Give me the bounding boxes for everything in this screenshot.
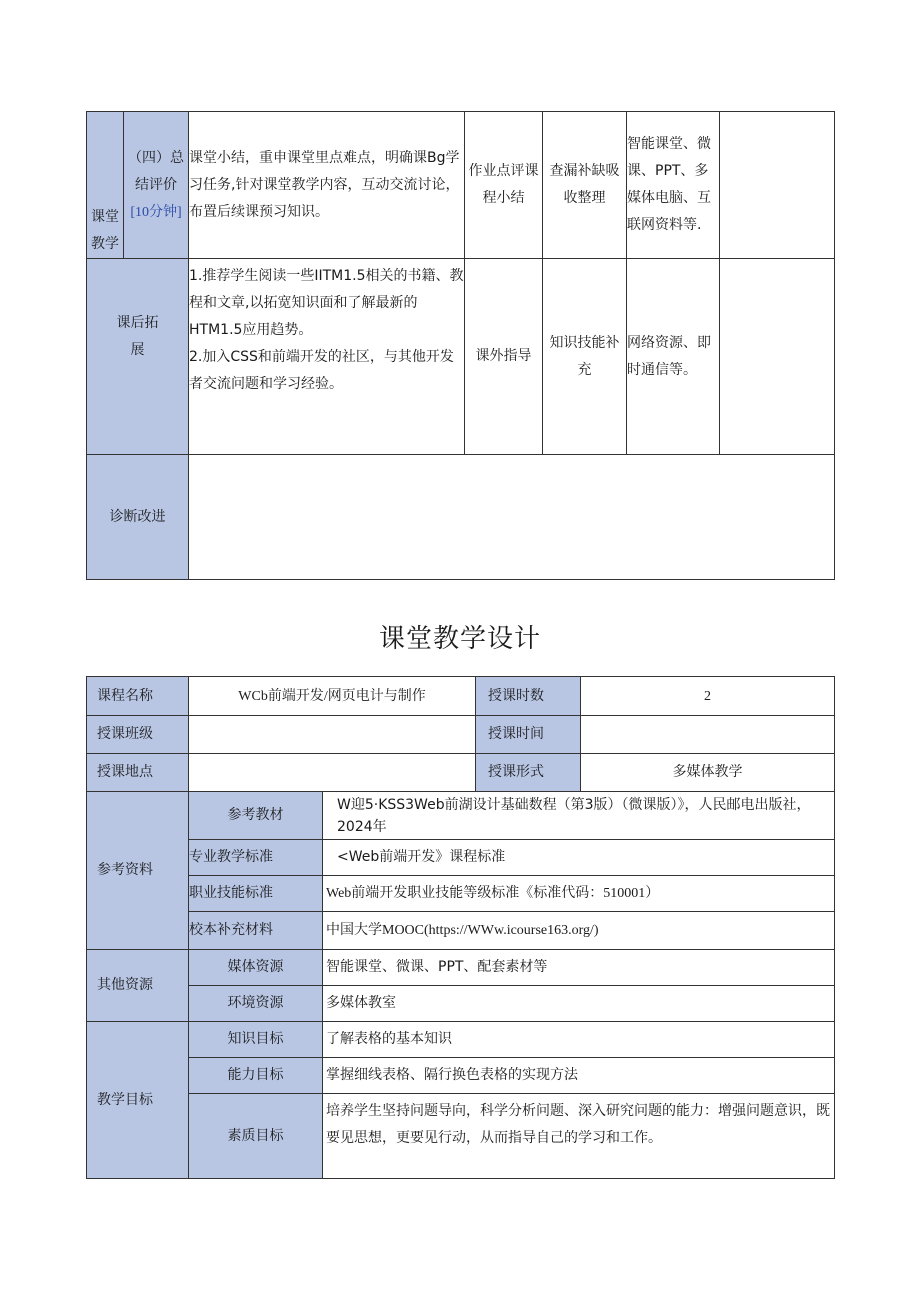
time-value bbox=[581, 716, 835, 754]
textbook-value: W迎5·KSS3Web前湖设计基础数程（第3版）（微课版）》，人民邮电出版社，2024年 bbox=[323, 792, 835, 840]
subsection-summary-title: （四）总 结评价 bbox=[128, 149, 184, 193]
summary-teacher-activity: 作业点评课程小结 bbox=[465, 112, 543, 259]
textbook-label: 参考教材 bbox=[189, 792, 323, 840]
extension-student-activity: 知识技能补充 bbox=[543, 259, 627, 455]
table-row bbox=[87, 754, 835, 792]
format-value: 多媒体教学 bbox=[581, 754, 835, 792]
media-value: 智能课堂、微课、PPT、配套素材等 bbox=[323, 950, 835, 986]
other-resources-label: 其他资源 bbox=[87, 950, 189, 1022]
teaching-process-table bbox=[86, 111, 835, 580]
pro-standard-value: <Web前端开发》课程标准 bbox=[323, 840, 835, 876]
summary-content: 课堂小结，重申课堂里点难点，明确课Bg学习任务,针对课堂教学内容，互动交流讨论，布置后续课预习知识。 bbox=[189, 112, 465, 259]
table-row bbox=[87, 716, 835, 754]
skill-standard-label: 职业技能标准 bbox=[189, 876, 323, 912]
table-row bbox=[87, 1058, 835, 1094]
table-row bbox=[87, 455, 835, 580]
subsection-summary-time: [10分钟] bbox=[130, 204, 182, 220]
class-value bbox=[189, 716, 476, 754]
ability-value: 掌握细线表格、隔行换色表格的实现方法 bbox=[323, 1058, 835, 1094]
goals-label: 教学目标 bbox=[87, 1022, 189, 1179]
ability-label: 能力目标 bbox=[189, 1058, 323, 1094]
section-label-diagnosis: 诊断改进 bbox=[87, 455, 189, 580]
table-row bbox=[87, 840, 835, 876]
course-name-label: 课程名称 bbox=[87, 677, 189, 716]
table-row bbox=[87, 677, 835, 716]
class-label: 授课班级 bbox=[87, 716, 189, 754]
course-name-value: WCb前端开发/网页电计与制作 bbox=[189, 677, 476, 716]
extension-empty-cell bbox=[720, 259, 835, 455]
table-row bbox=[87, 876, 835, 912]
table-row bbox=[87, 792, 835, 840]
section-label-after-class: 课后拓 展 bbox=[87, 259, 189, 455]
table-row bbox=[87, 1094, 835, 1179]
diagnosis-content bbox=[189, 455, 835, 580]
skill-standard-value: Web前端开发职业技能等级标准《标准代码：510001） bbox=[323, 876, 835, 912]
summary-student-activity: 查漏补缺吸收整理 bbox=[543, 112, 627, 259]
subsection-summary-cell bbox=[124, 112, 189, 259]
quality-value: 培养学生坚持问题导向，科学分析问题、深入研究问题的能力：增强问题意识，既要见思想，更要见行动，从而指导自己的学习和工作。 bbox=[323, 1094, 835, 1179]
course-design-table bbox=[86, 676, 835, 1179]
hours-value: 2 bbox=[581, 677, 835, 716]
table-row bbox=[87, 912, 835, 950]
table-row bbox=[87, 950, 835, 986]
environment-label: 环境资源 bbox=[189, 986, 323, 1022]
references-label: 参考资料 bbox=[87, 792, 189, 950]
media-label: 媒体资源 bbox=[189, 950, 323, 986]
knowledge-value: 了解表格的基本知识 bbox=[323, 1022, 835, 1058]
environment-value: 多媒体教室 bbox=[323, 986, 835, 1022]
time-label: 授课时间 bbox=[476, 716, 581, 754]
table-row bbox=[87, 1022, 835, 1058]
table-row bbox=[87, 112, 835, 259]
school-material-value: 中国大学MOOC(https://WWw.icourse163.org/) bbox=[323, 912, 835, 950]
summary-empty-cell bbox=[720, 112, 835, 259]
section-label-classroom: 课堂 教学 bbox=[87, 112, 124, 259]
hours-label: 授课时数 bbox=[476, 677, 581, 716]
school-material-label: 校本补充材料 bbox=[189, 912, 323, 950]
location-value bbox=[189, 754, 476, 792]
table-row bbox=[87, 986, 835, 1022]
table-row bbox=[87, 259, 835, 455]
extension-resources: 网络资源、即时通信等。 bbox=[627, 259, 720, 455]
summary-resources: 智能课堂、微课、PPT、多媒体电脑、互联网资料等. bbox=[627, 112, 720, 259]
extension-teacher-activity: 课外指导 bbox=[465, 259, 543, 455]
quality-label: 素质目标 bbox=[189, 1094, 323, 1179]
knowledge-label: 知识目标 bbox=[189, 1022, 323, 1058]
format-label: 授课形式 bbox=[476, 754, 581, 792]
location-label: 授课地点 bbox=[87, 754, 189, 792]
pro-standard-label: 专业教学标准 bbox=[189, 840, 323, 876]
page-title: 课堂教学设计 bbox=[378, 624, 541, 654]
extension-content: 1.推荐学生阅读一些IITM1.5相关的书籍、教程和文章,以拓宽知识面和了解最新的HTM1.5应用趋势。 2.加入CSS和前端开发的社区，与其他开发者交流问题和学习经验。 bbox=[189, 259, 465, 455]
